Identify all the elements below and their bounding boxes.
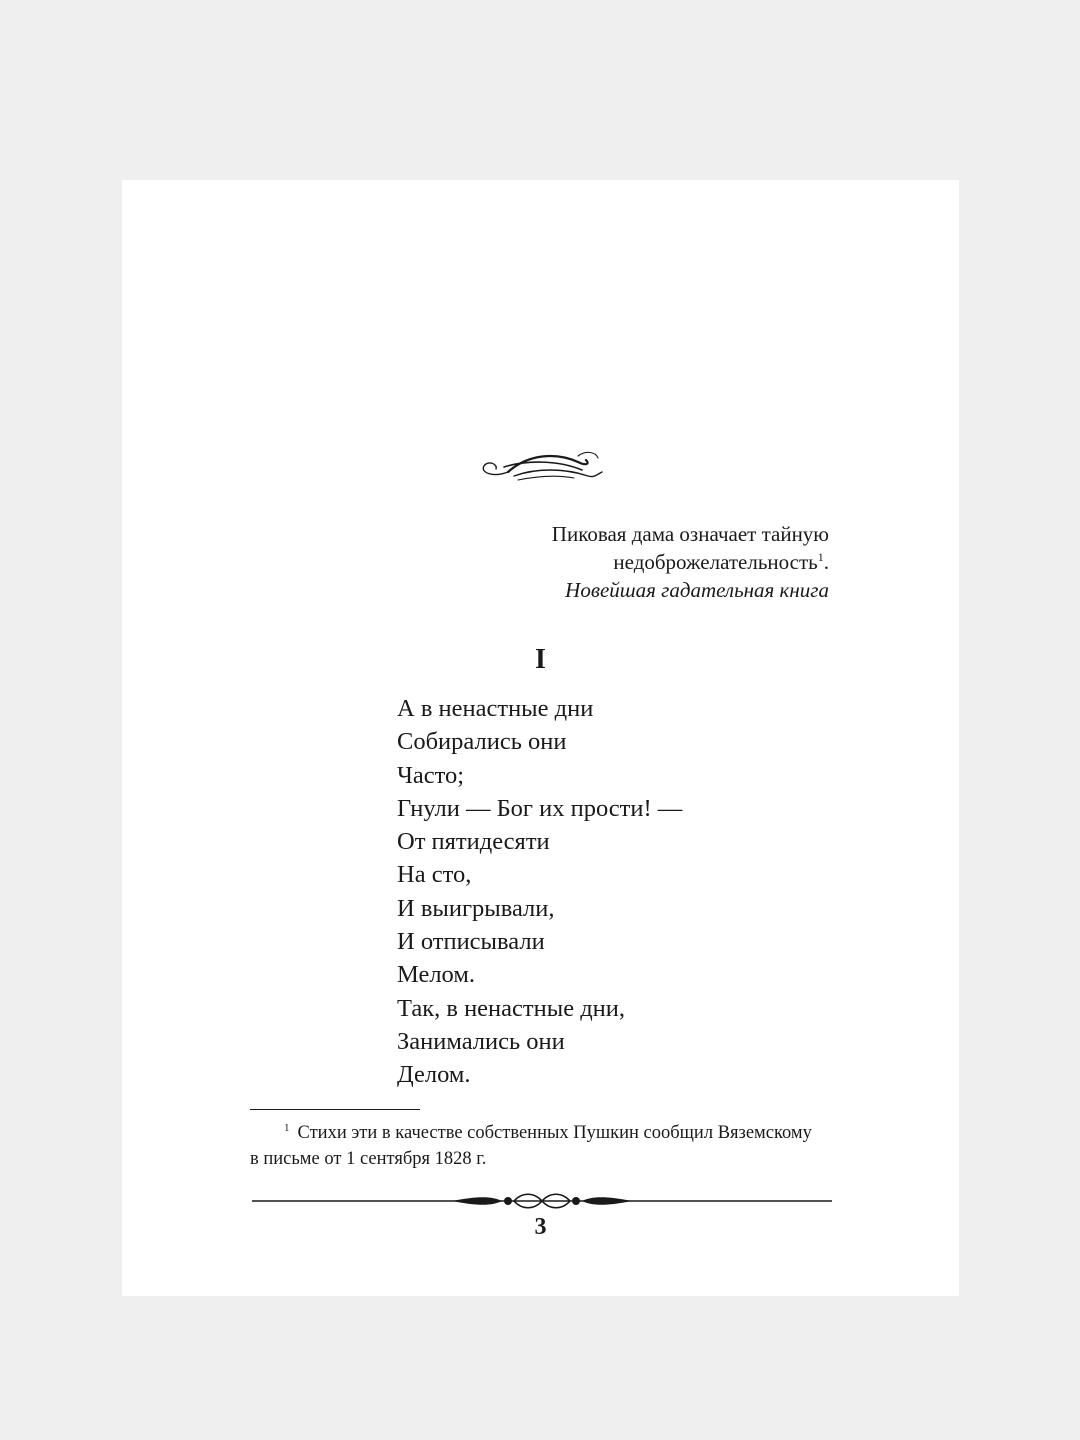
epigraph-line: Пиковая дама означает тайную bbox=[551, 522, 829, 546]
poem-verse: Часто; bbox=[397, 761, 465, 789]
poem-verse: На сто, bbox=[397, 861, 472, 889]
book-page bbox=[122, 180, 959, 1296]
epigraph-line bbox=[552, 548, 829, 576]
footnote-marker: 1 bbox=[284, 1121, 290, 1134]
flourish-ornament-icon bbox=[478, 442, 604, 486]
poem-verse: И отписывали bbox=[397, 928, 545, 956]
footnote-text: Стихи эти в качестве собственных Пушкин сообщил Вяземскому bbox=[297, 1123, 812, 1143]
poem-verse: Занимались они bbox=[397, 1027, 565, 1055]
poem-verse: Мелом. bbox=[397, 961, 475, 989]
epigraph-line-text: недоброжелательность bbox=[613, 550, 818, 574]
footnote-marker: 1 bbox=[817, 550, 824, 564]
poem-verse: Собирались они bbox=[397, 728, 567, 756]
poem-verse: Так, в ненастные дни, bbox=[397, 994, 626, 1022]
footnote-separator bbox=[250, 1109, 420, 1110]
poem-verse: И выигрывали, bbox=[397, 894, 555, 922]
poem-verse: Делом. bbox=[397, 1061, 471, 1089]
chapter-number: I bbox=[535, 644, 546, 675]
scroll-divider-icon bbox=[252, 1188, 832, 1216]
poem-verse: От пятидесяти bbox=[397, 828, 550, 856]
footnote-line: в письме от 1 сентября 1828 г. bbox=[250, 1149, 487, 1169]
footnote bbox=[250, 1120, 830, 1172]
epigraph-source: Новейшая гадательная книга bbox=[565, 578, 829, 602]
footnote-line bbox=[250, 1120, 830, 1146]
epigraph bbox=[552, 520, 829, 604]
poem bbox=[397, 692, 682, 1092]
epigraph-punct: . bbox=[823, 550, 829, 574]
page-number: 3 bbox=[534, 1214, 547, 1240]
poem-verse: Гнули — Бог их прости! — bbox=[397, 794, 683, 822]
poem-verse: А в ненастные дни bbox=[397, 695, 594, 722]
